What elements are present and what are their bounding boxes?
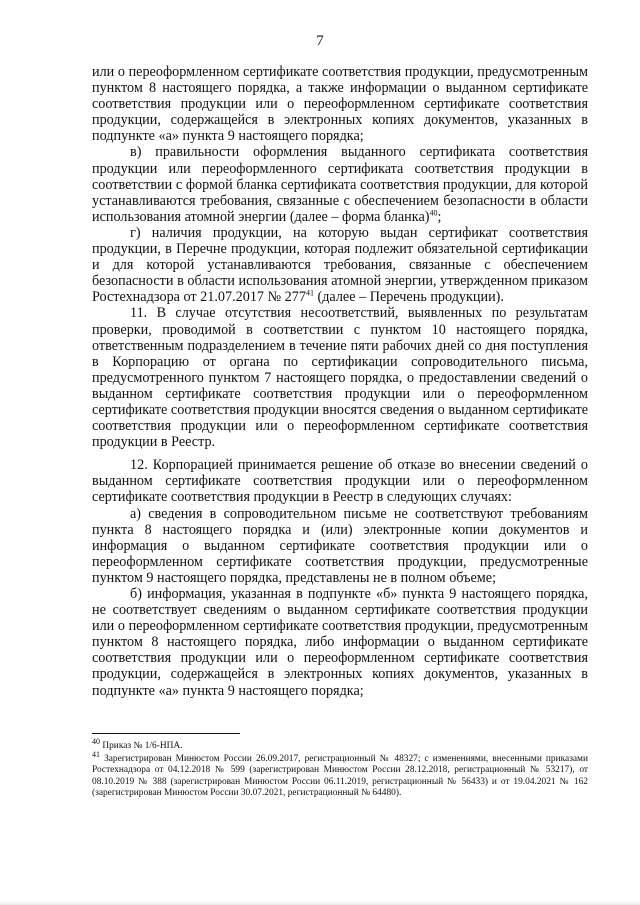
footnote-41-mark: 41 — [92, 749, 100, 759]
footnote-ref-41[interactable]: 41 — [305, 288, 314, 298]
paragraph-item-v-text: в) правильности оформления выданного сертификата соответствия продукции или переоформленного сертификата соответствия продукции в соответствии с формой бланка сертификата соответствия продукции, для которой устанавливаются требования, связанные с обеспечением безопасности в области использования атомной энергии (далее – форма бланка) — [92, 144, 588, 225]
footnote-41-text: Зарегистрирован Минюстом России 26.09.2017, регистрационный № 48327; с изменениями, внесенными приказами Ростехнадзора от 04.12.2018 № 599 (зарегистрирован Минюстом России 28.12.2018, регистрационный № 53217), от 08.10.2019 № 388 (зарегистрирован Минюстом России 06.11.2019, регистрационный № 56433) и от 19.04.2021 № 162 (зарегистрирован Минюстом России 30.07.2021, регистрационный № 64480). — [92, 753, 589, 799]
paragraph-item-g — [92, 225, 588, 305]
footnote-40-text: Приказ № 1/6-НПА. — [102, 741, 183, 751]
paragraph-item-v-tail: ; — [437, 208, 442, 225]
paragraph-item-b: б) информация, указанная в подпункте «б» пункта 9 настоящего порядка, не соответствует сведениям о выданном сертификате соответствия продукции или о переоформленном сертификате соответствия продукции, предусмотренным пунктом 8 настоящего порядка, либо информации о выданном сертификате соответствия продукции или о переоформленном сертификате соответствия продукции, содержащейся в электронных копиях документов, указанных в подпункте «а» пункта 9 настоящего порядка; — [92, 586, 588, 699]
paragraph-continuation: или о переоформленном сертификате соответствия продукции, предусмотренным пунктом 8 настоящего порядка, а также информации о выданном сертификате соответствия продукции или о переоформленном сертификате соответствия продукции, содержащейся в электронных копиях документов, указанных в подпункте «а» пункта 9 настоящего порядка; — [92, 64, 588, 145]
paragraph-item-a: а) сведения в сопроводительном письме не соответствуют требованиям пункта 8 настоящего порядка и (или) электронные копии документов и информация о выданном сертификате соответствия продукции или о переоформленном сертификате соответствия продукции, предусмотренные пунктом 9 настоящего порядка, представлены не в полном объеме; — [92, 505, 588, 586]
footnote-40 — [92, 736, 588, 753]
paragraph-item-v — [92, 144, 588, 224]
paragraph-item-g-text: г) наличия продукции, на которую выдан сертификат соответствия продукции, в Перечне продукции, которая подлежит обязательной сертификации и для которой устанавливаются требования, связанные с обеспечением безопасности в области использования атомной энергии, утвержденном приказом Ростехнадзора от 21.07.2017 № 277 — [92, 224, 588, 306]
document-body — [92, 64, 588, 699]
paragraph-11: 11. В случае отсутствия несоответствий, выявленных по результатам проверки, проводимой в соответствии с пунктом 10 настоящего порядка, ответственным подразделением в течение пяти рабочих дней со дня поступления в Корпорацию от органа по сертификации сопроводительного письма, предусмотренного пунктом 7 настоящего порядка, о предоставлении сведений о выданном сертификате соответствия продукции или о переоформленном сертификате соответствия продукции вносятся сведения о выданном сертификате соответствия продукции или о переоформленном сертификате соответствия продукции в Реестр. — [92, 305, 588, 451]
footnotes — [92, 736, 589, 801]
footnote-divider — [92, 733, 240, 734]
footnote-41 — [92, 749, 589, 800]
footnote-ref-40[interactable]: 40 — [429, 208, 438, 218]
paragraph-item-g-tail: (далее – Перечень продукции). — [313, 289, 504, 306]
scan-edge — [0, 901, 640, 905]
footnote-40-mark: 40 — [92, 736, 100, 746]
page-number: 7 — [316, 33, 324, 49]
paragraph-12: 12. Корпорацией принимается решение об отказе во внесении сведений о выданном сертификате соответствия продукции или о переоформленном сертификате соответствия продукции в Реестр в следующих случаях: — [92, 457, 588, 506]
